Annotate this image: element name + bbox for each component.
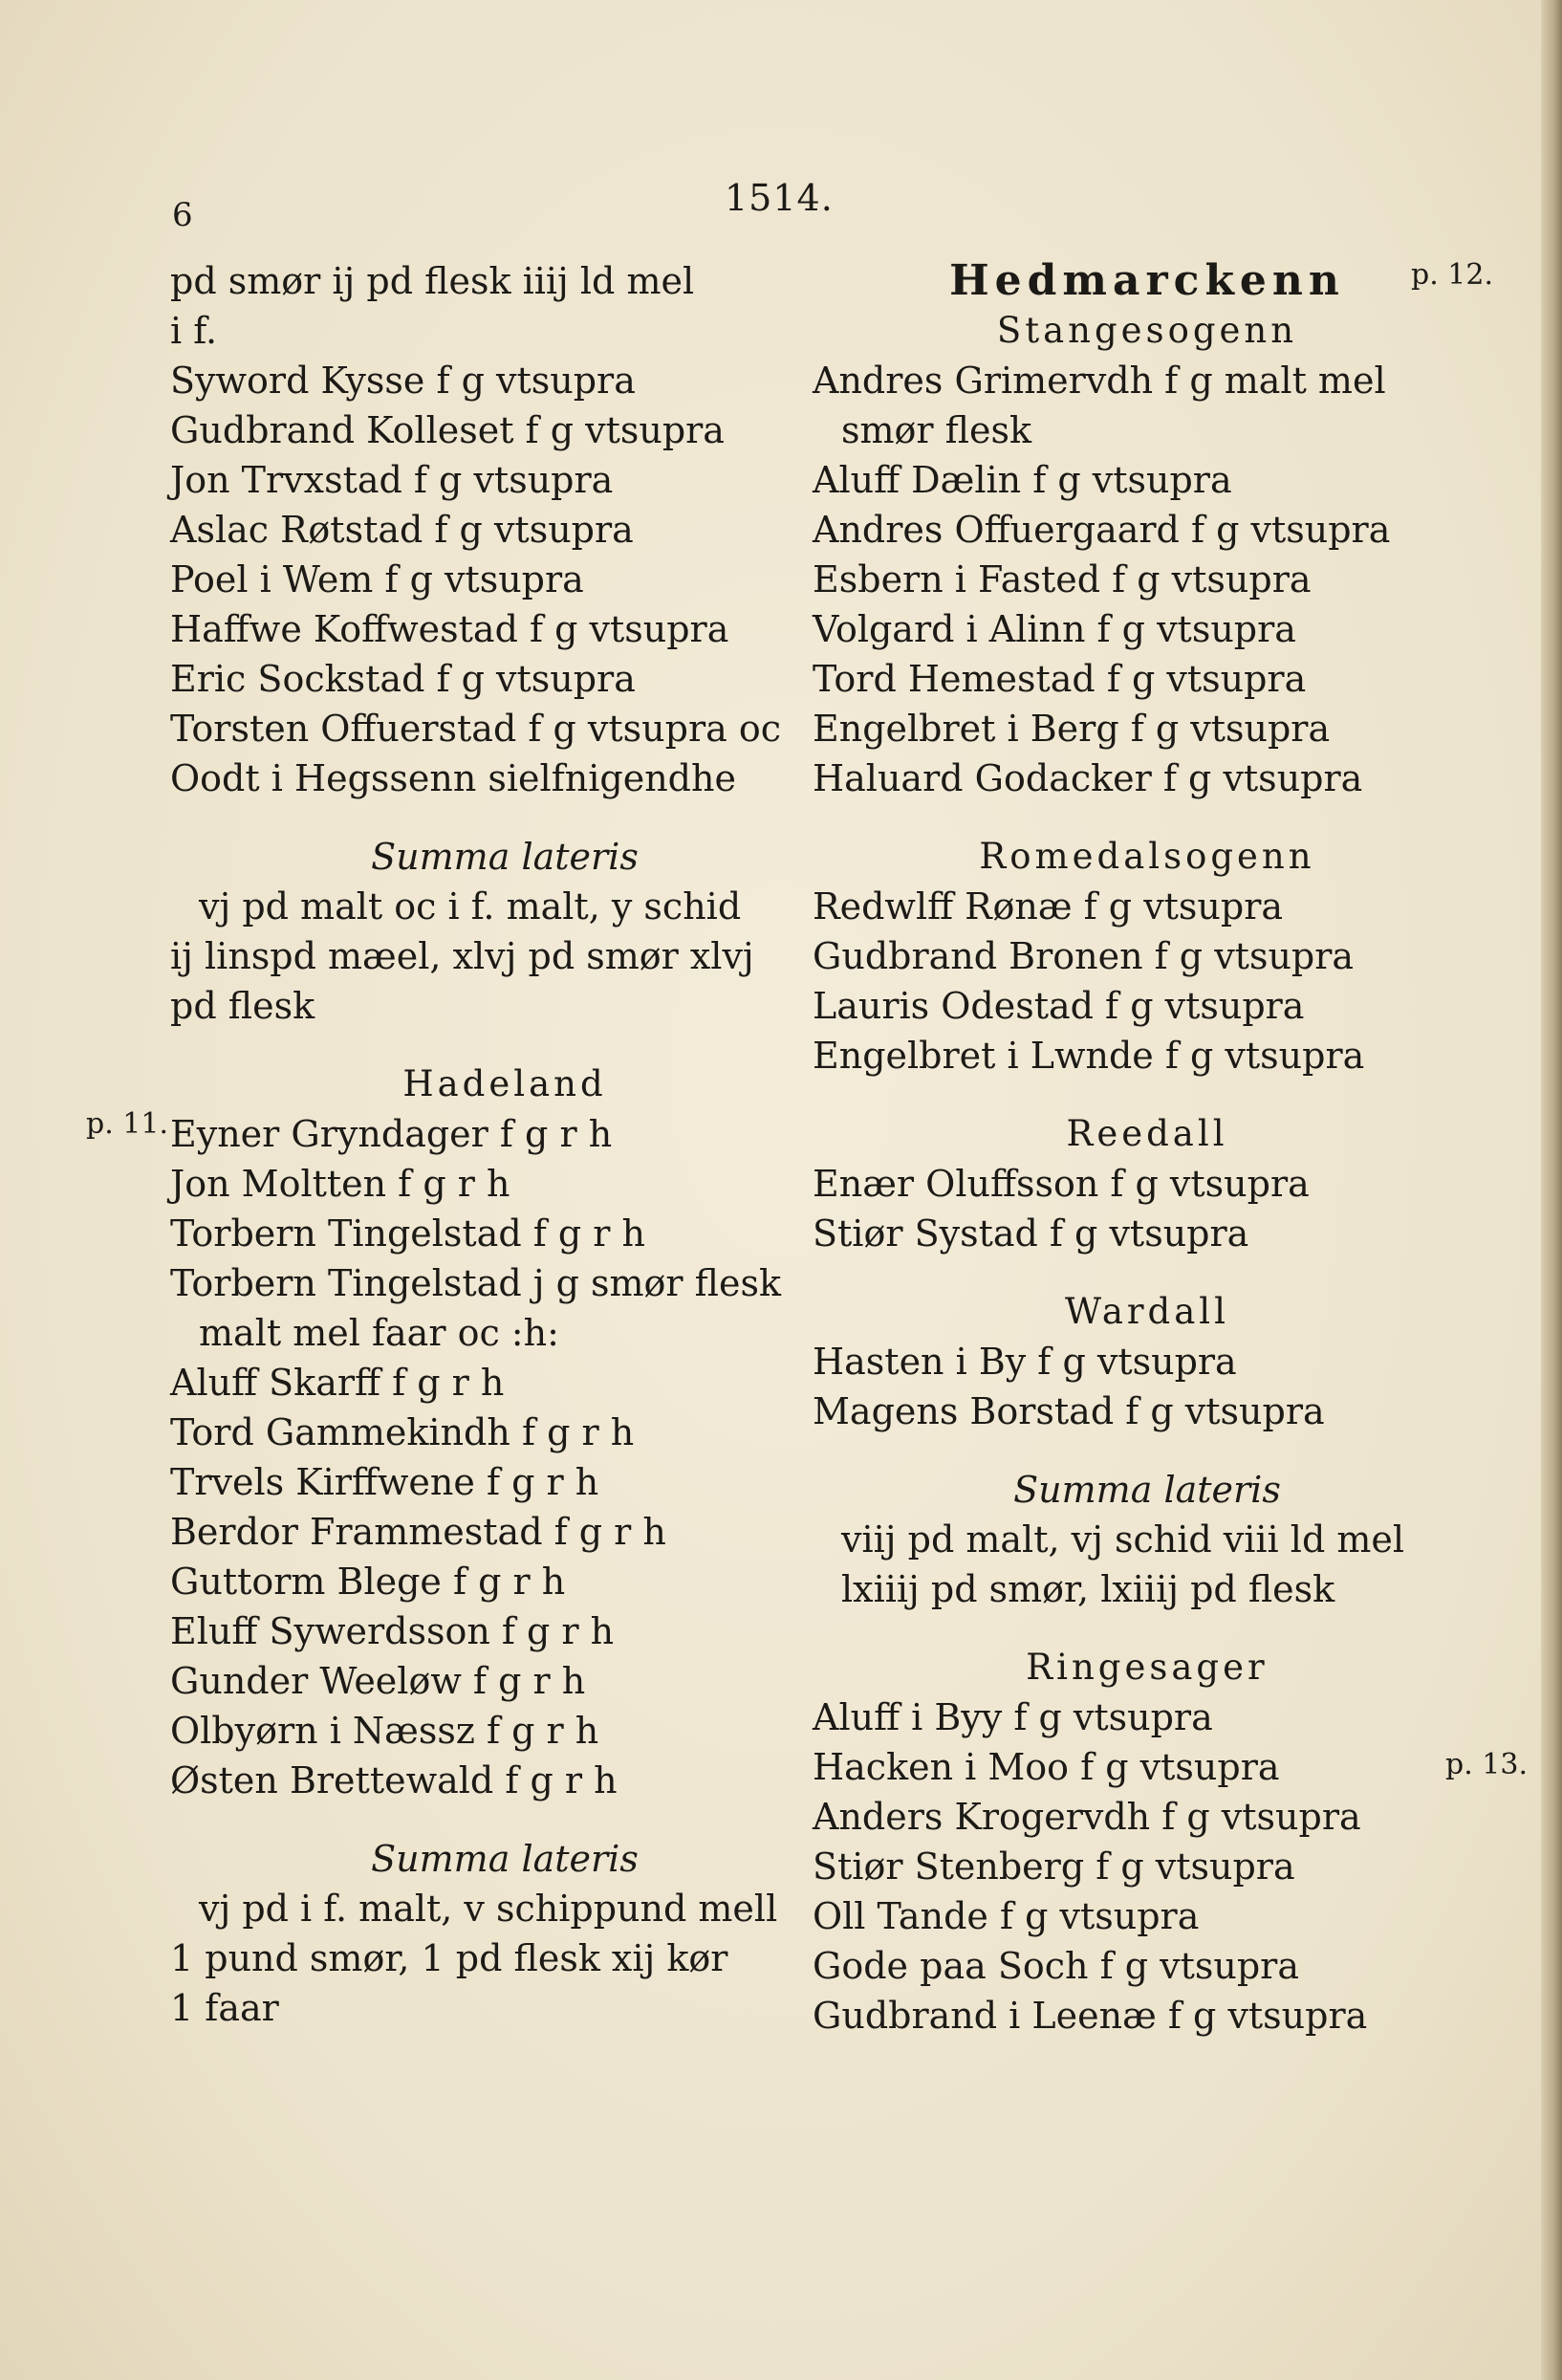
text-line: malt mel faar oc :h:	[199, 1312, 559, 1354]
text-line: Hacken i Moo f g vtsupra	[813, 1746, 1280, 1788]
text-line: Tord Gammekindh f g r h	[170, 1411, 635, 1453]
text-line: Aluff Dælin f g vtsupra	[813, 459, 1232, 501]
parish-heading: Romedalsogenn	[979, 836, 1315, 877]
text-line: ij linspd mæel, xlvj pd smør xlvj	[170, 935, 754, 977]
text-line: pd smør ij pd flesk iiij ld mel	[170, 260, 695, 302]
spacer	[813, 1614, 1482, 1643]
summa-heading: Summa lateris	[371, 836, 639, 878]
text-line: Gudbrand i Leenæ f g vtsupra	[813, 1995, 1368, 2037]
text-line: Guttorm Blege f g r h	[170, 1561, 566, 1603]
summa-heading: Summa lateris	[1013, 1469, 1281, 1511]
text-line: Torbern Tingelstad j g smør flesk	[170, 1262, 782, 1304]
text-line: Andres Grimervdh f g malt mel	[813, 360, 1386, 402]
parish-heading: Reedall	[1066, 1113, 1228, 1154]
text-line: Aslac Røtstad f g vtsupra	[170, 509, 634, 551]
text-line: Trvels Kirffwene f g r h	[170, 1461, 599, 1503]
spacer	[813, 1436, 1482, 1465]
text-line: Haffwe Koffwestad f g vtsupra	[170, 608, 729, 650]
text-line: Jon Moltten f g r h	[170, 1163, 510, 1205]
text-line: Andres Offuergaard f g vtsupra	[813, 509, 1391, 551]
text-line: Gunder Weeløw f g r h	[170, 1660, 586, 1702]
text-line: Olbyørn i Næssz f g r h	[170, 1710, 599, 1752]
region-heading: Hedmarckenn	[949, 256, 1345, 305]
text-line: Jon Trvxstad f g vtsupra	[170, 459, 614, 501]
text-line: 1 pund smør, 1 pd flesk xij kør	[170, 1937, 728, 1979]
text-line: Engelbret i Berg f g vtsupra	[813, 708, 1331, 750]
text-line: Eluff Sywerdsson f g r h	[170, 1610, 615, 1652]
text-line: Hasten i By f g vtsupra	[813, 1341, 1237, 1383]
text-line: Gudbrand Kolleset f g vtsupra	[170, 409, 725, 451]
text-line: Gudbrand Bronen f g vtsupra	[813, 935, 1355, 977]
text-line: Anders Krogervdh f g vtsupra	[813, 1796, 1361, 1838]
text-line: Gode paa Soch f g vtsupra	[813, 1945, 1299, 1987]
text-line: Lauris Odestad f g vtsupra	[813, 985, 1305, 1027]
text-line: Aluff i Byy f g vtsupra	[813, 1696, 1213, 1738]
text-line: Torbern Tingelstad f g r h	[170, 1212, 646, 1255]
text-line: Oll Tande f g vtsupra	[813, 1895, 1200, 1937]
text-line: Poel i Wem f g vtsupra	[170, 558, 584, 600]
right-column	[813, 256, 1482, 2041]
margin-note-p12: p. 12.	[1411, 258, 1493, 292]
summa-heading: Summa lateris	[371, 1838, 639, 1880]
text-line: Magens Borstad f g vtsupra	[813, 1390, 1325, 1432]
text-line: 1 faar	[170, 1987, 279, 2029]
margin-note-p13: p. 13.	[1445, 1748, 1528, 1781]
text-line: Oodt i Hegssenn sielfnigendhe	[170, 757, 736, 799]
spacer	[170, 803, 839, 832]
page-year-heading: 1514.	[725, 177, 834, 219]
parish-heading: Wardall	[1065, 1291, 1229, 1332]
text-line: Esbern i Fasted f g vtsupra	[813, 558, 1312, 600]
text-line: smør flesk	[841, 409, 1032, 451]
text-line: vj pd i f. malt, v schippund mell	[199, 1888, 778, 1930]
spacer	[813, 803, 1482, 832]
text-line: Enær Oluffsson f g vtsupra	[813, 1163, 1310, 1205]
text-line: Tord Hemestad f g vtsupra	[813, 658, 1307, 700]
text-line: Torsten Offuerstad f g vtsupra oc	[170, 708, 782, 750]
text-line: Haluard Godacker f g vtsupra	[813, 757, 1363, 799]
text-line: Eric Sockstad f g vtsupra	[170, 658, 636, 700]
parish-heading: Ringesager	[1026, 1647, 1269, 1688]
page-edge	[1541, 0, 1562, 2380]
text-line: Engelbret i Lwnde f g vtsupra	[813, 1035, 1365, 1077]
text-line: Berdor Frammestad f g r h	[170, 1511, 666, 1553]
page-number: 6	[172, 196, 193, 234]
spacer	[170, 1031, 839, 1059]
text-line: Stiør Stenberg f g vtsupra	[813, 1845, 1295, 1888]
left-column	[170, 256, 839, 2033]
text-line: vj pd malt oc i f. malt, y schid	[199, 885, 742, 928]
text-line: Syword Kysse f g vtsupra	[170, 360, 636, 402]
text-line: pd flesk	[170, 985, 315, 1027]
parish-heading: Stangesogenn	[996, 310, 1298, 351]
text-line: Redwlff Rønæ f g vtsupra	[813, 885, 1284, 928]
text-line: i f.	[170, 310, 218, 352]
text-line: Volgard i Alinn f g vtsupra	[813, 608, 1296, 650]
margin-note-p11: p. 11.	[86, 1107, 168, 1141]
text-line: lxiiij pd smør, lxiiij pd flesk	[841, 1568, 1335, 1610]
text-line: Stiør Systad f g vtsupra	[813, 1212, 1249, 1255]
text-line: viij pd malt, vj schid viii ld mel	[841, 1518, 1405, 1561]
spacer	[813, 1258, 1482, 1287]
text-line: Eyner Gryndager f g r h	[170, 1113, 613, 1155]
text-line: Østen Brettewald f g r h	[170, 1759, 618, 1801]
spacer	[813, 1081, 1482, 1109]
spacer	[170, 1805, 839, 1834]
text-line: Aluff Skarff f g r h	[170, 1362, 505, 1404]
parish-heading: Hadeland	[402, 1063, 607, 1104]
